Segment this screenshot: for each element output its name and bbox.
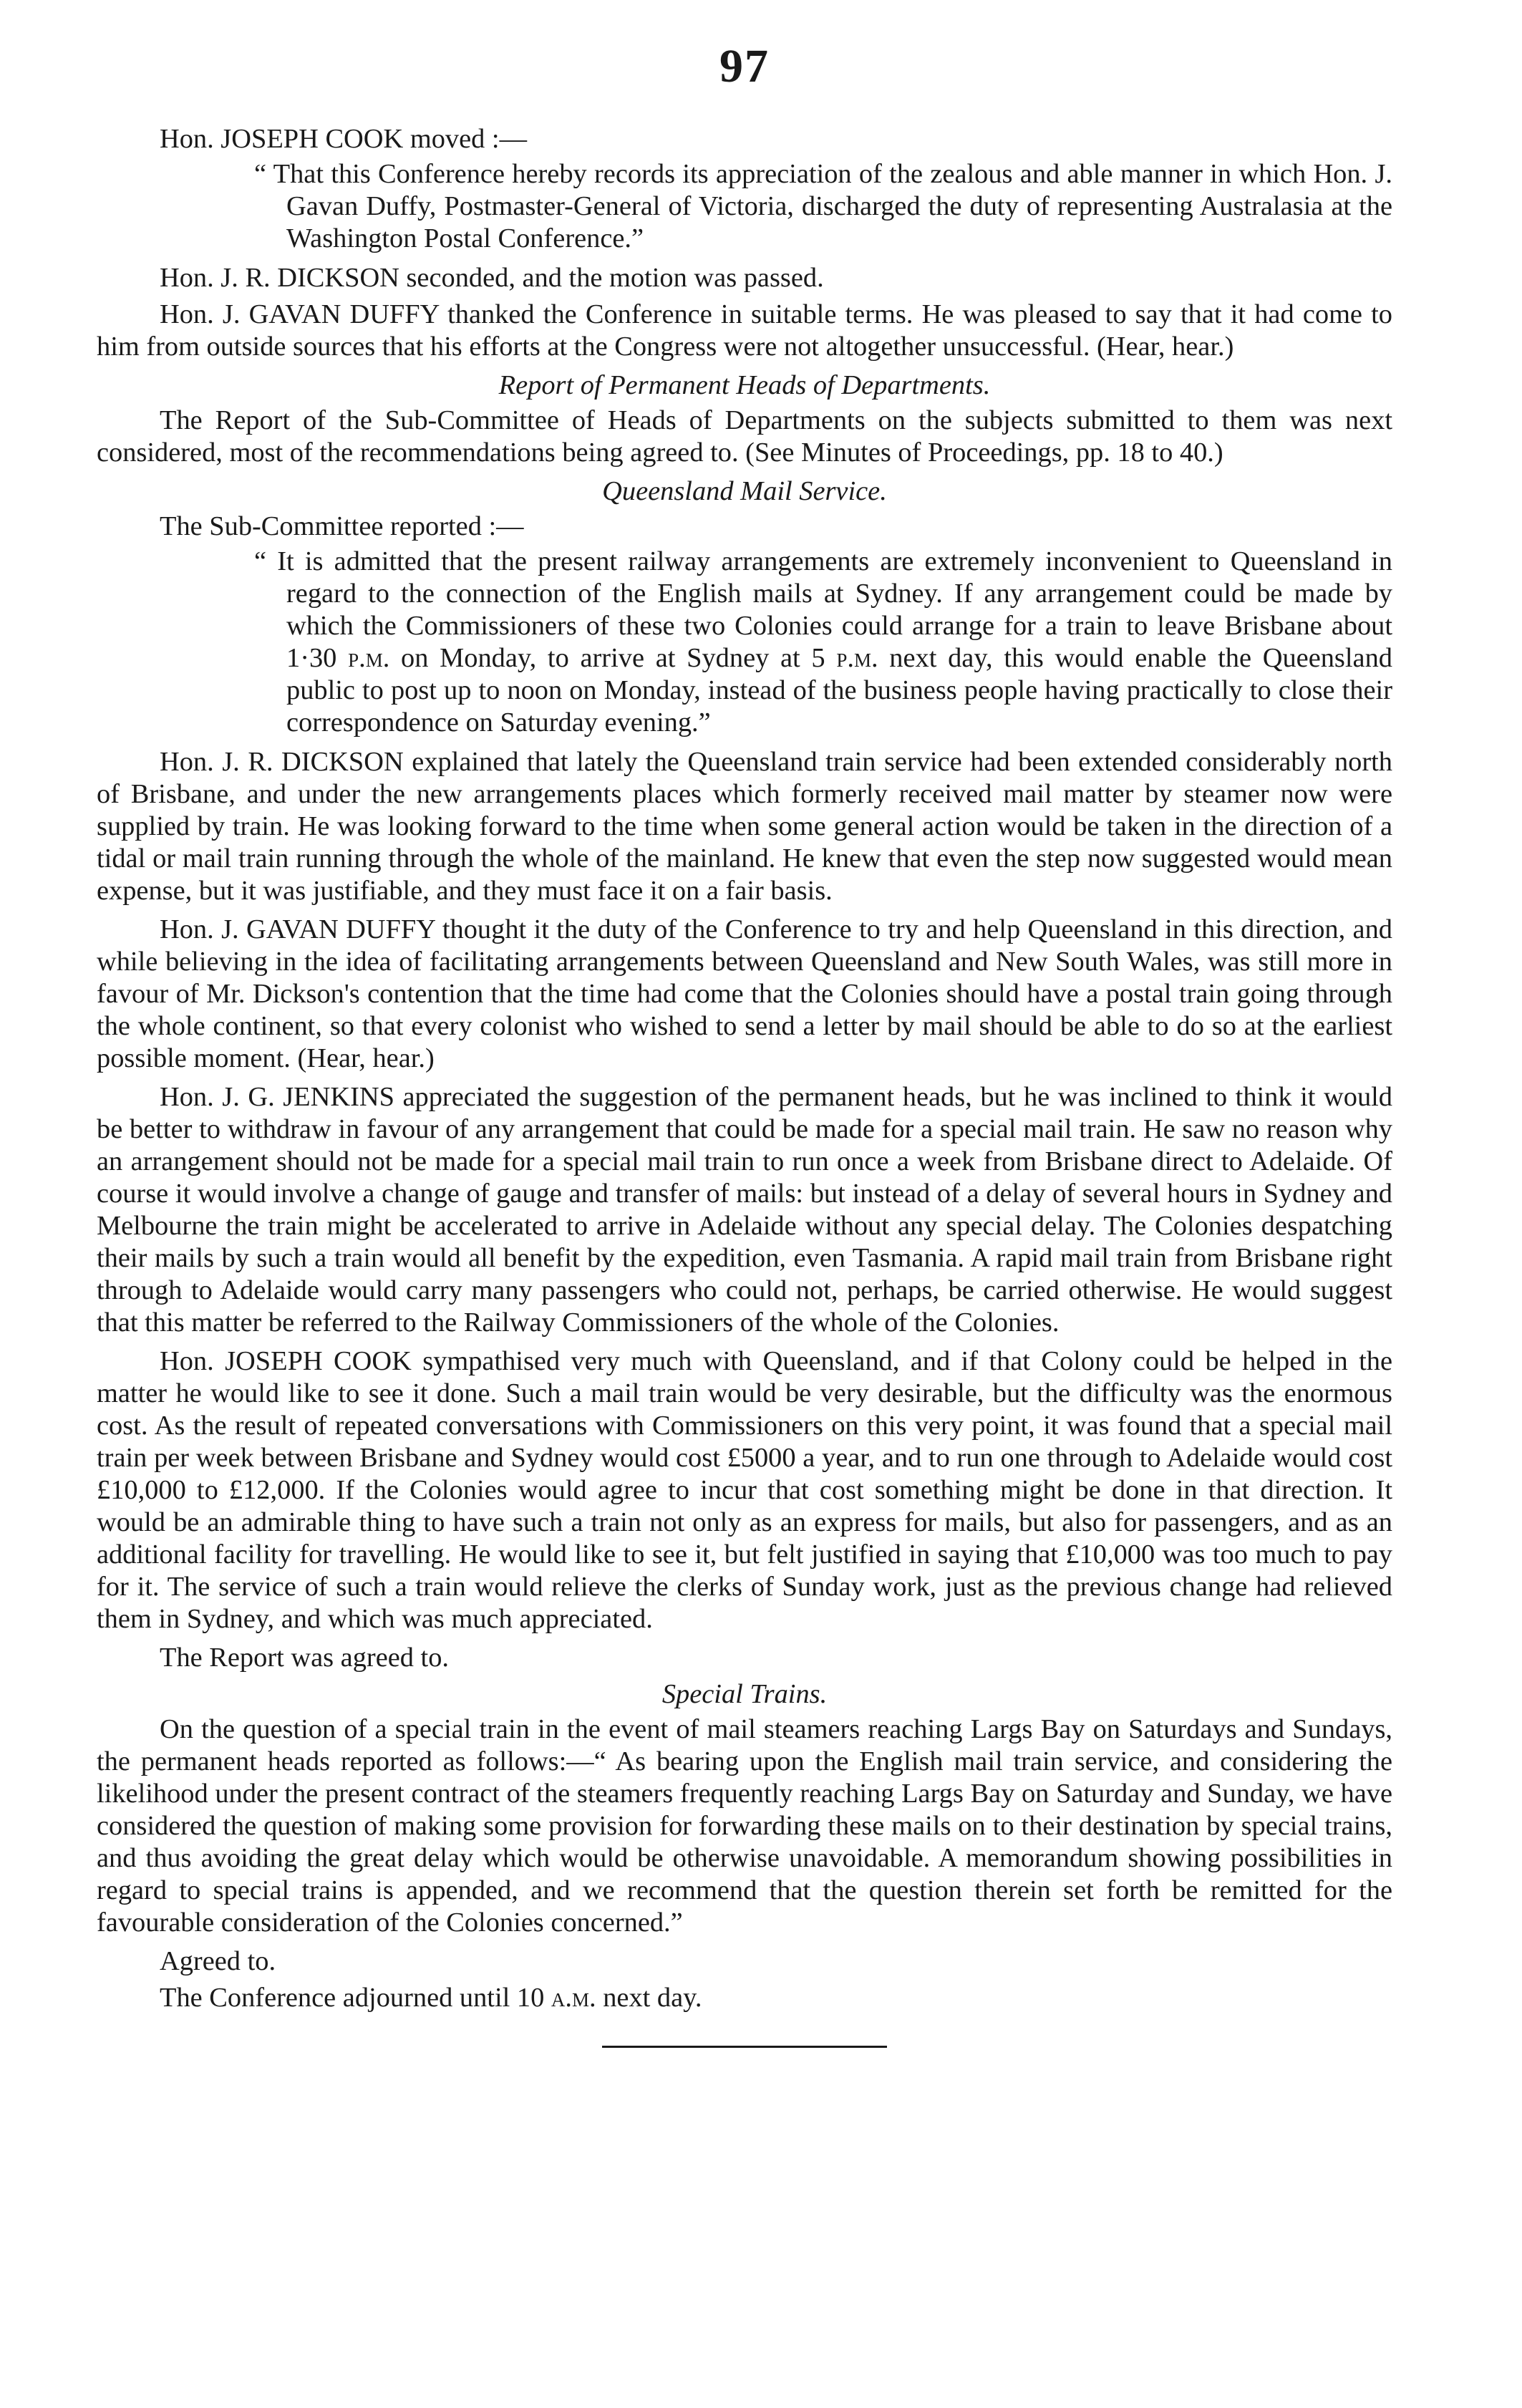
report-agreed: The Report was agreed to. [160, 1643, 450, 1673]
quote-text-1: “ It is admitted that the present railway arrangements are extremely inconvenient to Queensland in regard to the connection of the English mails at Sydney. If any arrangement could be made by which the Commissioners of these two Colonies could arrange for a train to leave Brisbane about 1·30 [254, 546, 1392, 673]
am-label: a.m. [551, 1983, 596, 2013]
adjourned-line [97, 1982, 1392, 2014]
agreed-line: Agreed to. [160, 1946, 276, 1976]
seconded-paragraph: Hon. J. R. DICKSON seconded, and the motion was passed. [160, 263, 824, 293]
special-trains-heading: Special Trains. [661, 1679, 828, 1709]
special-trains-paragraph: On the question of a special train in the event of mail steamers reaching Largs Bay on Saturdays and Sundays, the permanent heads reported as follows:—“ As bearing upon the English mail train service, and considering the likelihood under the present contract of the steamers frequently reaching Largs Bay on Saturday and Sunday, we have considered the question of making some provision for forwarding these mails on to their destination by special trains, and thus avoiding the great delay which would be otherwise unavoidable. A memorandum showing possibilities in regard to special trains is appended, and we recommend that the question therein set forth be remitted for the favourable consideration of the Colonies concerned.” [97, 1714, 1392, 1938]
document-page [97, 40, 1392, 2048]
subcommittee-quote [254, 546, 1392, 739]
closing-rule [602, 2046, 887, 2048]
quote-text-3: next day, this would enable the Queensland public to post up to noon on Monday, instead of the business people having practically to close their correspondence on Saturday evening.” [286, 643, 1392, 738]
duffy-thanks-paragraph: Hon. J. GAVAN DUFFY thanked the Conference in suitable terms. He was pleased to say that it had come to him from outside sources that his efforts at the Congress were not altogether unsuccessful. (Hear, hear.) [97, 299, 1392, 362]
quote-text-2: on Monday, to arrive at Sydney at 5 [401, 643, 825, 673]
cook-paragraph: Hon. JOSEPH COOK sympathised very much with Queensland, and if that Colony could be helped in the matter he would like to see it done. Such a mail train would be very desirable, but the difficulty was the enormous cost. As the result of repeated conversations with Commissioners on this very point, it was found that a special mail train per week between Brisbane and Sydney would cost £5000 a year, and to run one through to Adelaide would cost £10,000 to £12,000. If the Colonies would agree to incur that cost something might be done in that direction. It would be an admirable thing to have such a train not only as an express for mails, but also for passengers, and as an additional facility for travelling. He would like to see it, but felt justified in saying that £10,000 was too much to pay for it. The service of such a train would relieve the clerks of Sunday work, just as the previous change had relieved them in Sydney, and which was much appreciated. [97, 1346, 1392, 1634]
motion-quote: “ That this Conference hereby records its appreciation of the zealous and able manner in which Hon. J. Gavan Duffy, Postmaster-General of Victoria, discharged the duty of representing Australasia at the Washington Postal Conference.” [254, 159, 1392, 253]
dickson-paragraph: Hon. J. R. DICKSON explained that lately the Queensland train service had been extended considerably north of Brisbane, and under the new arrangements places which formerly received mail matter by steamer now were supplied by train. He was looking forward to the time when some general action would be taken in the direction of a tidal or mail train running through the whole of the mainland. He knew that even the step now suggested would mean expense, but it was justifiable, and they must face it on a fair basis. [97, 747, 1392, 906]
subcommittee-intro: The Sub-Committee reported :— [160, 511, 524, 541]
jenkins-paragraph: Hon. J. G. JENKINS appreciated the suggestion of the permanent heads, but he was inclined to think it would be better to withdraw in favour of any arrangement that could be made for a special mail train. He saw no reason why an arrangement should not be made for a special mail train to run once a week from Brisbane direct to Adelaide. Of course it would involve a change of gauge and transfer of mails: but instead of a delay of several hours in Sydney and Melbourne the train might be accelerated to arrive in Adelaide without any special delay. The Colonies despatching their mails by such a train would all benefit by the expedition, even Tasmania. A rapid mail train from Brisbane right through to Adelaide would carry many passengers who could not, perhaps, be carried otherwise. He would suggest that this matter be referred to the Railway Commissioners of the whole of the Colonies. [97, 1082, 1392, 1338]
adjourned-text-1: The Conference adjourned until 10 [160, 1983, 545, 2013]
report-paragraph: The Report of the Sub-Committee of Heads of Departments on the subjects submitted to them was next considered, most of the recommendations being agreed to. (See Minutes of Proceedings, pp. 18 to 40.) [97, 405, 1392, 468]
adjourned-text-2: next day. [603, 1983, 702, 2013]
pm-label-2: p.m. [836, 643, 878, 673]
page-number: 97 [719, 40, 770, 92]
duffy-paragraph: Hon. J. GAVAN DUFFY thought it the duty of the Conference to try and help Queensland in this direction, and while believing in the idea of facilitating arrangements between Queensland and New South Wales, was still more in favour of Mr. Dickson's contention that the time had come that the Colonies should have a postal train going through the whole continent, so that every colonist who wished to send a letter by mail should be able to do so at the earliest possible moment. (Hear, hear.) [97, 914, 1392, 1073]
pm-label: p.m. [348, 643, 390, 673]
queensland-heading: Queensland Mail Service. [602, 476, 887, 506]
motion-intro: Hon. JOSEPH COOK moved :— [160, 124, 527, 154]
report-heading: Report of Permanent Heads of Departments. [498, 370, 991, 400]
